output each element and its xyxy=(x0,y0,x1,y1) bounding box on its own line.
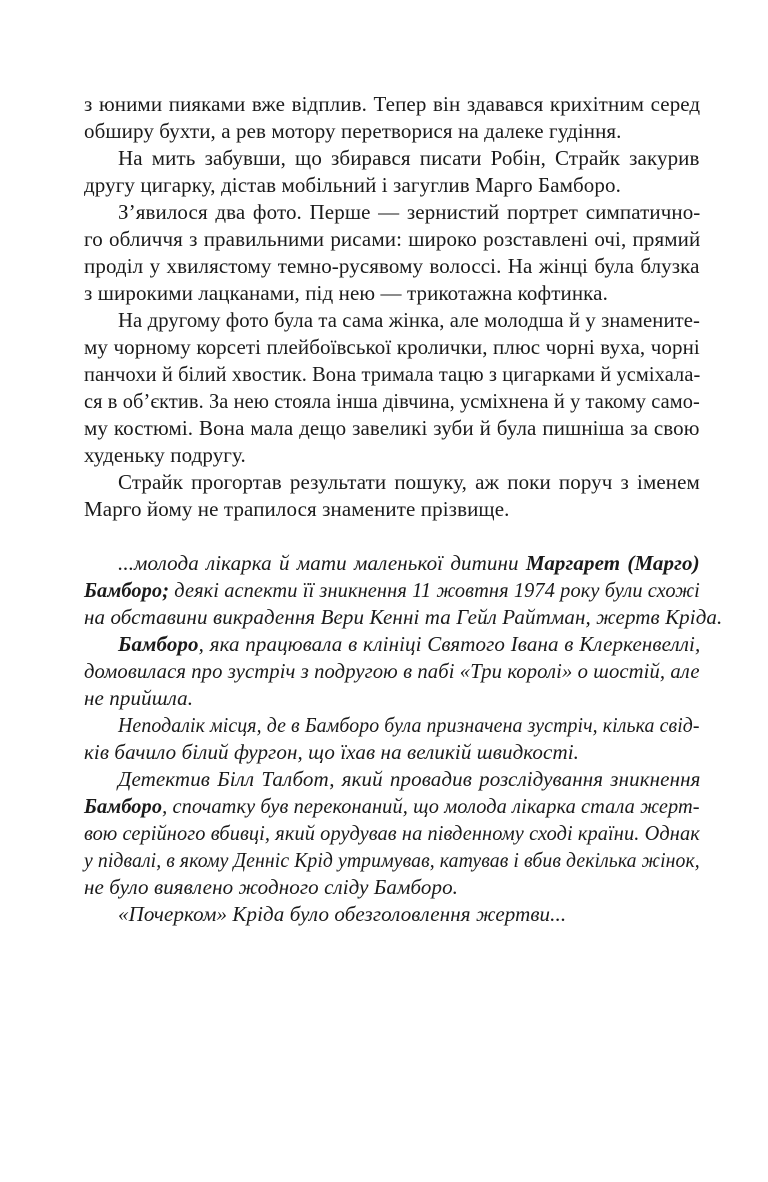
quote-line: не прийшла. xyxy=(84,686,194,710)
quote-line: Бамборо; деякі аспекти її зникнення 11 жовтня 1974 року були схожі xyxy=(84,578,700,602)
text-line: другу цигарку, дістав мобільний і загуглив Марго Бамборо. xyxy=(84,173,621,197)
text-line: му костюмі. Вона мала дещо завеликі зуби й була пишніша за свою xyxy=(84,416,700,440)
quote-line: Неподалік місця, де в Бамборо була призначена зустріч, кілька свід- xyxy=(118,713,700,737)
paragraph-first-line: На другому фото була та сама жінка, але молодша й у знамените- xyxy=(118,308,701,332)
quote-line: Бамборо, спочатку був переконаний, що молода лікарка стала жерт- xyxy=(84,794,700,818)
quote-line: ...молода лікарка й мати маленької дитини Маргарет (Марго) xyxy=(118,551,700,575)
text-line: му чорному корсеті плейбоївської кролички, плюс чорні вуха, чорні xyxy=(84,335,700,359)
quote-line: домовилася про зустріч з подругою в пабі «Три королі» о шостій, але xyxy=(84,659,700,683)
paragraph-first-line: З’явилося два фото. Перше — зернистий портрет симпатично- xyxy=(118,200,701,224)
quote-line: ків бачило білий фургон, що їхав на великій швидкості. xyxy=(84,740,579,764)
quote-line: не було виявлено жодного сліду Бамборо. xyxy=(84,875,459,899)
text-line: панчохи й білий хвостик. Вона тримала тацю з цигарками й усміхала- xyxy=(84,362,701,386)
quote-line: на обставини викрадення Вери Кенні та Гейл Райтман, жертв Кріда. xyxy=(84,605,723,629)
text-line: худеньку подругу. xyxy=(84,443,246,467)
text-line: Марго йому не трапилося знамените прізвище. xyxy=(84,497,510,521)
paragraph-first-line: Страйк прогортав результати пошуку, аж поки поруч з іменем xyxy=(118,470,700,494)
paragraph-first-line: На мить забувши, що збирався писати Робін, Страйк закурив xyxy=(118,146,700,170)
text-line: з широкими лацканами, під нею — трикотажна кофтинка. xyxy=(84,281,608,305)
quote-line: вою серійного вбивці, який орудував на південному сході країни. Однак xyxy=(84,821,700,845)
quote-line: «Почерком» Кріда було обезголовлення жертви... xyxy=(118,902,567,926)
text-line: ся в об’єктив. За нею стояла інша дівчина, усміхнена й у такому само- xyxy=(84,389,700,413)
quote-line: Детектив Білл Талбот, який провадив розслідування зникнення xyxy=(118,767,701,791)
quote-line: Бамборо, яка працювала в клініці Святого Івана в Клеркенвеллі, xyxy=(118,632,701,656)
text-line: проділ у хвилястому темно-русявому волоссі. На жінці була блузка xyxy=(84,254,700,278)
text-line: го обличчя з правильними рисами: широко розставлені очі, прямий xyxy=(84,227,701,251)
text-line: з юними пияками вже відплив. Тепер він здавався крихітним серед xyxy=(84,92,701,116)
quote-line: у підвалі, в якому Денніс Крід утримував, катував і вбив декілька жінок, xyxy=(84,848,700,872)
text-line: обширу бухти, а рев мотору перетворися на далеке гудіння. xyxy=(84,119,622,143)
